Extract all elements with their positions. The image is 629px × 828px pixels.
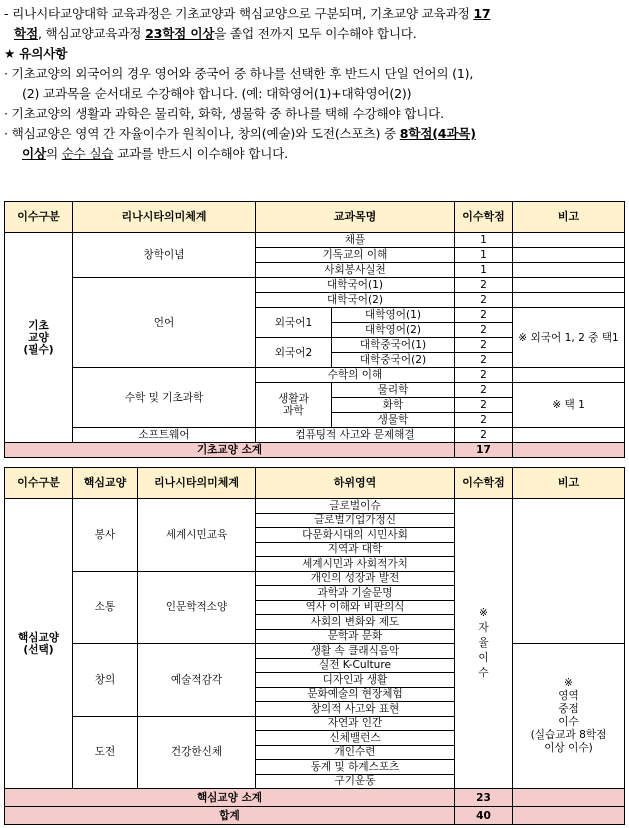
course-credit: 2 [455, 383, 513, 398]
sub-area: 자연과 인간 [256, 716, 455, 731]
header-credit: 이수학점 [455, 202, 513, 233]
core-area: 도전 [73, 716, 138, 789]
course-name: 대학국어(1) [256, 278, 455, 293]
sub-area: 개인수련 [256, 745, 455, 760]
sub-area: 역사 이해와 비판의식 [256, 600, 455, 615]
course-credit: 2 [455, 308, 513, 323]
remark-empty [513, 263, 625, 278]
course-credit: 2 [455, 413, 513, 428]
remark-empty [513, 248, 625, 263]
course-credit: 1 [455, 263, 513, 278]
core-meaning: 건강한신체 [138, 716, 256, 789]
total-label: 합계 [5, 807, 455, 825]
remark-empty [513, 428, 625, 443]
credit-note: ※ 자 율 이 수 [455, 499, 513, 789]
basic-category: 기초 교양 (필수) [5, 233, 73, 443]
software-meaning: 소프트웨어 [73, 428, 256, 443]
remark-note: ※ 영역 중점 이수 (실습교과 8학점 이상 이수) [513, 644, 625, 789]
core-area: 창의 [73, 644, 138, 717]
header-subarea: 하위영역 [256, 468, 455, 499]
science-remark: ※ 택 1 [513, 383, 625, 428]
header-remark: 비고 [513, 468, 625, 499]
core-area: 소통 [73, 571, 138, 644]
course-credit: 2 [455, 293, 513, 308]
foreign2-label: 외국어2 [256, 338, 332, 368]
note-3b: 이상의 순수 실습 교과를 반드시 이수해야 합니다. [22, 146, 288, 161]
subtotal-label: 핵심교양 소계 [5, 789, 455, 807]
sub-area: 디자인과 생활 [256, 673, 455, 688]
sub-area: 개인의 성장과 발전 [256, 571, 455, 586]
remark-empty [513, 293, 625, 308]
course-credit: 2 [455, 428, 513, 443]
note-2: · 기초교양의 생활과 과학은 물리학, 화학, 생물학 중 하나를 택해 수강해야 합니다. [4, 106, 444, 121]
core-area: 봉사 [73, 499, 138, 572]
course-credit: 2 [455, 353, 513, 368]
course-credit: 2 [455, 398, 513, 413]
course-name: 대학중국어(1) [332, 338, 455, 353]
course-name: 기독교의 이해 [256, 248, 455, 263]
header-meaning: 리나시타의미체계 [73, 202, 256, 233]
course-credit: 1 [455, 233, 513, 248]
intro-line-1: - 리나시타교양대학 교육과정은 기초교양과 핵심교양으로 구분되며, 기초교양 교육과정 17 [4, 6, 491, 21]
sub-area: 실전 K-Culture [256, 658, 455, 673]
subtotal-remark [513, 443, 625, 458]
course-name: 물리학 [332, 383, 455, 398]
math-meaning: 수학 및 기초과학 [73, 368, 256, 428]
subtotal-value: 23 [455, 789, 513, 807]
course-name: 채플 [256, 233, 455, 248]
remark-empty [513, 368, 625, 383]
basic-curriculum-table [4, 201, 625, 458]
course-name: 생물학 [332, 413, 455, 428]
notes-title: ★ 유의사항 [4, 46, 68, 61]
total-row [5, 807, 625, 825]
header-meaning: 리나시타의미체계 [138, 468, 256, 499]
remark-empty [513, 278, 625, 293]
header-course: 교과목명 [256, 202, 455, 233]
sub-area: 신체밸런스 [256, 731, 455, 746]
basic-subtotal-row [5, 443, 625, 458]
sub-area: 동계 및 하계스포츠 [256, 760, 455, 775]
sub-area: 문화예술의 현장체험 [256, 687, 455, 702]
course-credit: 1 [455, 248, 513, 263]
course-name: 화학 [332, 398, 455, 413]
sub-area: 창의적 사고와 표현 [256, 702, 455, 717]
sub-area: 글로벌이슈 [256, 499, 455, 514]
total-remark [513, 807, 625, 825]
core-header-row [5, 468, 625, 499]
note-1b: (2) 교과목을 순서대로 수강해야 합니다. (예: 대학영어(1)+대학영어(2)) [22, 86, 412, 101]
course-name: 사회봉사실천 [256, 263, 455, 278]
course-credit: 2 [455, 368, 513, 383]
sub-area: 세계시민과 사회적가치 [256, 557, 455, 572]
note-3a: · 핵심교양은 영역 간 자율이수가 원칙이나, 창의(예술)와 도전(스포츠) 중 8학점(4과목) [4, 126, 476, 141]
founding-meaning: 창학이념 [73, 233, 256, 278]
header-category: 이수구분 [5, 202, 73, 233]
header-credit: 이수학점 [455, 468, 513, 499]
foreign-remark: ※ 외국어 1, 2 중 택1 [513, 308, 625, 368]
basic-header-row [5, 202, 625, 233]
intro-text [4, 4, 624, 164]
sub-area: 사회의 변화와 제도 [256, 615, 455, 630]
core-curriculum-table [4, 467, 625, 825]
header-core: 핵심교양 [73, 468, 138, 499]
course-name: 컴퓨팅적 사고와 문제해결 [256, 428, 455, 443]
sub-area: 문학과 문화 [256, 629, 455, 644]
note-1a: · 기초교양의 외국어의 경우 영어와 중국어 중 하나를 선택한 후 반드시 단일 언어의 (1), [4, 66, 474, 81]
sub-area: 글로벌기업가정신 [256, 513, 455, 528]
sub-area: 지역과 대학 [256, 542, 455, 557]
life-science-label: 생활과 과학 [256, 383, 332, 428]
course-credit: 2 [455, 278, 513, 293]
course-name: 대학영어(1) [332, 308, 455, 323]
course-name: 대학중국어(2) [332, 353, 455, 368]
core-category: 핵심교양 (선택) [5, 499, 73, 789]
course-name: 대학영어(2) [332, 323, 455, 338]
subtotal-remark [513, 789, 625, 807]
remark-empty [513, 499, 625, 644]
foreign1-label: 외국어1 [256, 308, 332, 338]
core-meaning: 예술적감각 [138, 644, 256, 717]
header-category: 이수구분 [5, 468, 73, 499]
sub-area: 구기운동 [256, 774, 455, 789]
core-subtotal-row [5, 789, 625, 807]
course-credit: 2 [455, 338, 513, 353]
intro-line-2: 학점, 핵심교양교육과정 23학점 이상을 졸업 전까지 모두 이수해야 합니다. [14, 26, 417, 41]
sub-area: 다문화시대의 시민사회 [256, 528, 455, 543]
core-meaning: 인문학적소양 [138, 571, 256, 644]
sub-area: 생활 속 클래식음악 [256, 644, 455, 659]
total-value: 40 [455, 807, 513, 825]
course-name: 수학의 이해 [256, 368, 455, 383]
course-credit: 2 [455, 323, 513, 338]
remark-empty [513, 233, 625, 248]
subtotal-label: 기초교양 소계 [5, 443, 455, 458]
language-meaning: 언어 [73, 278, 256, 368]
course-name: 대학국어(2) [256, 293, 455, 308]
subtotal-value: 17 [455, 443, 513, 458]
sub-area: 과학과 기술문명 [256, 586, 455, 601]
core-meaning: 세계시민교육 [138, 499, 256, 572]
header-remark: 비고 [513, 202, 625, 233]
